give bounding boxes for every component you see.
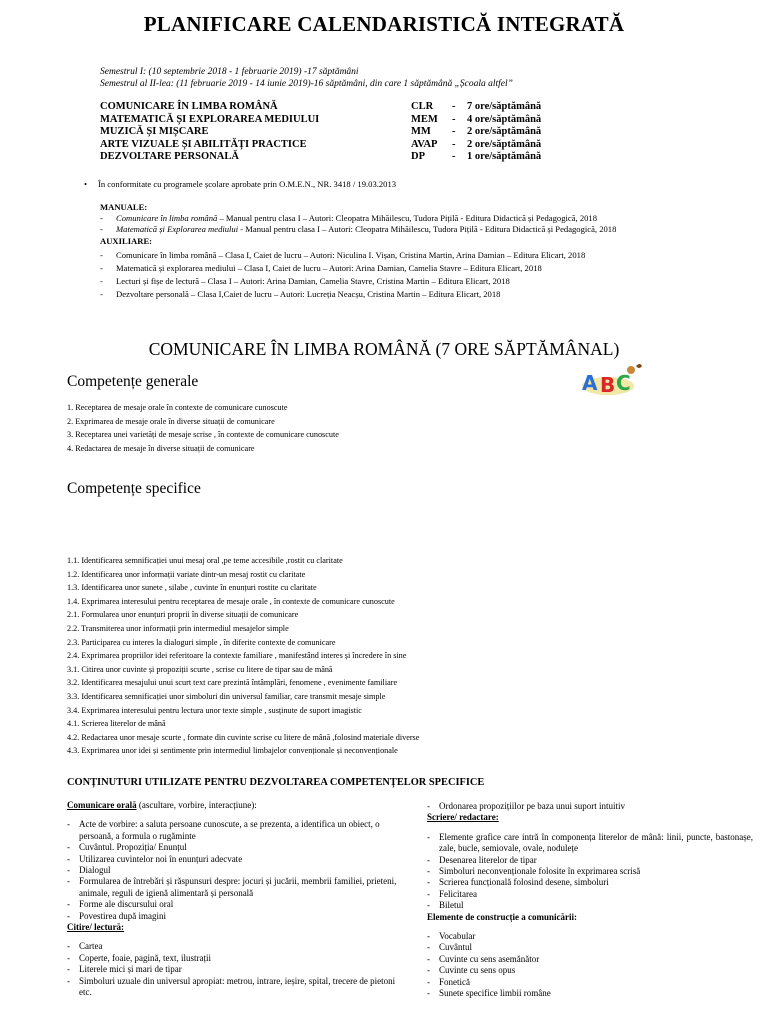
subject-code: DP (411, 151, 425, 162)
list-item: 3. Receptarea unei varietăți de mesaje scrise , în contexte de comunicare cunoscute (67, 430, 339, 440)
subject-name: COMUNICARE ÎN LIMBA ROMÂNĂ (100, 101, 278, 112)
list-item: 1.4. Exprimarea interesului pentru receptarea de mesaje orale , în contexte de comunicare cunoscute (67, 596, 395, 606)
auxiliar-item: - Comunicare în limba română – Clasa I, Caiet de lucru – Autori: Niculina I. Vișan, Cristina Martin, Arina Damian – Editura Elicart, 2018 (100, 250, 586, 260)
subject-hours: 2 ore/săptămână (467, 126, 542, 137)
subject-hours: 4 ore/săptămână (467, 113, 542, 125)
list-item: - Biletul (427, 900, 753, 911)
citire-heading: Citire/ lectură: (67, 922, 125, 933)
list-item: 4.1. Scrierea literelor de mână (67, 719, 166, 729)
subject-hours: 2 ore/săptămână (467, 138, 542, 150)
list-item: 1. Receptarea de mesaje orale în contexte de comunicare cunoscute (67, 403, 288, 412)
list-item: - Formularea de întrebări și răspunsuri despre: jocuri și jucării, membrii familiei, prieteni, animale, reguli de igienă alimentară și personală (67, 876, 397, 899)
list-item: 1.3. Identificarea unor sunete , silabe , cuvinte în enunțuri rostite cu claritate (67, 583, 317, 593)
right-column (427, 801, 753, 1000)
subject-row (100, 151, 660, 164)
semester-2: Semestrul al II-lea: (11 februarie 2019 - 14 iunie 2019)-16 săptămâni, din care 1 săptămână „Școala altfel” (100, 79, 513, 89)
list-item: - Fonetică (427, 977, 753, 988)
list-item: 4. Redactarea de mesaje în diverse situații de comunicare (67, 443, 255, 453)
list-item: - Scrierea funcțională folosind desene, simboluri (427, 877, 753, 888)
semester-1: Semestrul I: (10 septembrie 2018 - 1 februarie 2019) -17 săptămâni (100, 67, 359, 77)
bullet-icon: • (84, 179, 88, 189)
subject-dash: - (452, 101, 456, 112)
list-item: - Cuvântul. Propoziția/ Enunțul (67, 842, 397, 853)
manuale-heading: MANUALE: (100, 202, 148, 212)
list-item: - Desenarea literelor de tipar (427, 855, 753, 866)
subject-code: MM (411, 126, 431, 137)
list-item: 1.1. Identificarea semnificației unui mesaj oral ,pe teme accesibile ,rostit cu claritate (67, 556, 343, 565)
competente-generale-heading: Competențe generale (67, 373, 199, 390)
subject-name: MATEMATICĂ ȘI EXPLORAREA MEDIULUI (100, 113, 320, 125)
subject-code: MEM (411, 113, 438, 125)
scriere-heading: Scriere/ redactare: (427, 812, 499, 823)
abc-logo-letter-c: C (616, 371, 631, 395)
subject-hours: 7 ore/săptămână (467, 101, 542, 112)
subject-dash: - (452, 113, 456, 125)
subject-row (100, 114, 660, 127)
abc-logo-letter-a: A (582, 371, 598, 395)
elemente-heading: Elemente de construcție a comunicării: (427, 911, 577, 922)
list-item: - Vocabular (427, 931, 753, 942)
list-item: 2. Exprimarea de mesaje orale în diverse situații de comunicare (67, 416, 275, 426)
list-item: - Coperte, foaie, pagină, text, ilustrații (67, 953, 397, 964)
auxiliar-item: - Matematică și explorarea mediului – Clasa I, Caiet de lucru – Autori: Arina Damian, Camelia Stavre – Editura Elicart, 2018 (100, 263, 542, 273)
list-item: - Literele mici și mari de tipar (67, 964, 397, 975)
list-item: 3.3. Identificarea semnificației unor simboluri din universul familiar, care transmit mesaje simple (67, 691, 386, 701)
manual-item: - Matematică și Explorarea mediului - Manual pentru clasa I – Autori: Cleopatra Mihăilescu, Tudora Pițilă - Editura Didactică și Pedagogică, 2018 (100, 224, 617, 234)
list-item: - Utilizarea cuvintelor noi în enunțuri adecvate (67, 854, 397, 865)
list-item: - Felicitarea (427, 889, 753, 900)
list-item: 2.4. Exprimarea propriilor idei referitoare la contexte familiare , manifestând interes și încredere în sine (67, 651, 407, 661)
list-item: 3.4. Exprimarea interesului pentru lectura unor texte simple , susținute de suport imagistic (67, 705, 362, 715)
auxiliar-item: - Lecturi și fișe de lectură – Clasa I – Autori: Arina Damian, Camelia Stavre, Cristina Martin – Editura Elicart, 2018 (100, 276, 510, 286)
subject-name: MUZICĂ ȘI MIȘCARE (100, 126, 209, 137)
manual-item: - Comunicare în limba română – Manual pentru clasa I – Autori: Cleopatra Mihăilescu, Tudora Pițilă - Editura Didactică și Pedagogică, 2018 (100, 213, 598, 223)
subject-dash: - (452, 138, 456, 150)
subject-code: AVAP (411, 138, 438, 150)
abc-logo-letter-b: B (600, 373, 616, 397)
list-item: - Sunete specifice limbii române (427, 988, 753, 999)
oral-heading: Comunicare orală (ascultare, vorbire, interacțiune): (67, 800, 257, 810)
list-item: 4.2. Redactarea unor mesaje scurte , formate din cuvinte scrise cu litere de mână ,folosind materiale diverse (67, 732, 420, 742)
list-item: - Simboluri neconvenționale folosite în exprimarea scrisă (427, 866, 753, 877)
subject-row (100, 126, 660, 139)
list-item: - Dialogul (67, 865, 397, 876)
list-item: - Cuvinte cu sens opus (427, 965, 753, 976)
subjects-table (100, 101, 660, 164)
subject-row (100, 139, 660, 152)
conformity-note: • În conformitate cu programele școlare aprobate prin O.M.E.N., NR. 3418 / 19.03.2013 (84, 179, 397, 189)
section-title: COMUNICARE ÎN LIMBA ROMÂNĂ (7 ORE SĂPTĂMÂNAL) (148, 339, 620, 359)
list-item: 2.3. Participarea cu interes la dialoguri simple , în diferite contexte de comunicare (67, 637, 336, 647)
list-item: - Elemente grafice care intră în componența literelor de mână: linii, puncte, bastonașe, zale, bucle, semiovale, ovale, nodulețe (427, 832, 753, 855)
auxiliare-heading: AUXILIARE: (100, 236, 153, 246)
subject-name: ARTE VIZUALE ȘI ABILITĂȚI PRACTICE (100, 138, 307, 150)
subject-code: CLR (411, 101, 434, 112)
list-item: 3.2. Identificarea mesajului unui scurt text care prezintă întâmplări, fenomene , evenimente familiare (67, 678, 398, 688)
subject-hours: 1 ore/săptămână (467, 151, 542, 162)
subject-dash: - (452, 151, 456, 162)
competente-specifice-heading: Competențe specifice (67, 480, 201, 497)
auxiliar-item: - Dezvoltare personală – Clasa I,Caiet de lucru – Autori: Lucreția Neacșu, Cristina Martin – Editura Elicart, 2018 (100, 289, 501, 299)
list-item: - Forme ale discursului oral (67, 899, 397, 910)
document-title: PLANIFICARE CALENDARISTICĂ INTEGRATĂ (143, 12, 625, 36)
left-column (67, 800, 397, 999)
list-item: 4.3. Exprimarea unor idei și sentimente prin intermediul limbajelor convenționale și neconvenționale (67, 746, 398, 756)
list-item: 2.2. Transmiterea unor informații prin intermediul mesajelor simple (67, 623, 289, 633)
list-item: - Simboluri uzuale din universul apropiat: metrou, intrare, ieșire, spital, trecere de pietoni etc. (67, 976, 397, 999)
list-item: - Cartea (67, 941, 397, 952)
list-item: - Cuvinte cu sens asemănător (427, 954, 753, 965)
list-item: 3.1. Citirea unor cuvinte și propoziții scurte , scrise cu litere de tipar sau de mână (67, 664, 333, 674)
list-item: - Ordonarea propozițiilor pe baza unui suport intuitiv (427, 801, 753, 812)
subject-name: DEZVOLTARE PERSONALĂ (100, 151, 239, 162)
competente-specifice-list (67, 554, 419, 758)
list-item: 1.2. Identificarea unor informații variate dintr-un mesaj rostit cu claritate (67, 569, 306, 579)
continuturi-title: CONȚINUTURI UTILIZATE PENTRU DEZVOLTAREA COMPETENȚELOR SPECIFICE (67, 777, 485, 788)
list-item: - Cuvântul (427, 942, 753, 953)
subject-row (100, 101, 660, 114)
list-item: - Povestirea după imagini (67, 911, 397, 922)
abc-logo (578, 360, 642, 398)
list-item: - Acte de vorbire: a saluta persoane cunoscute, a se prezenta, a identifica un obiect, o persoană, a formula o rugăminte (67, 819, 397, 842)
subject-dash: - (452, 126, 456, 137)
list-item: 2.1. Formularea unor enunțuri proprii în diverse situații de comunicare (67, 610, 299, 620)
competente-generale-list (67, 401, 339, 455)
